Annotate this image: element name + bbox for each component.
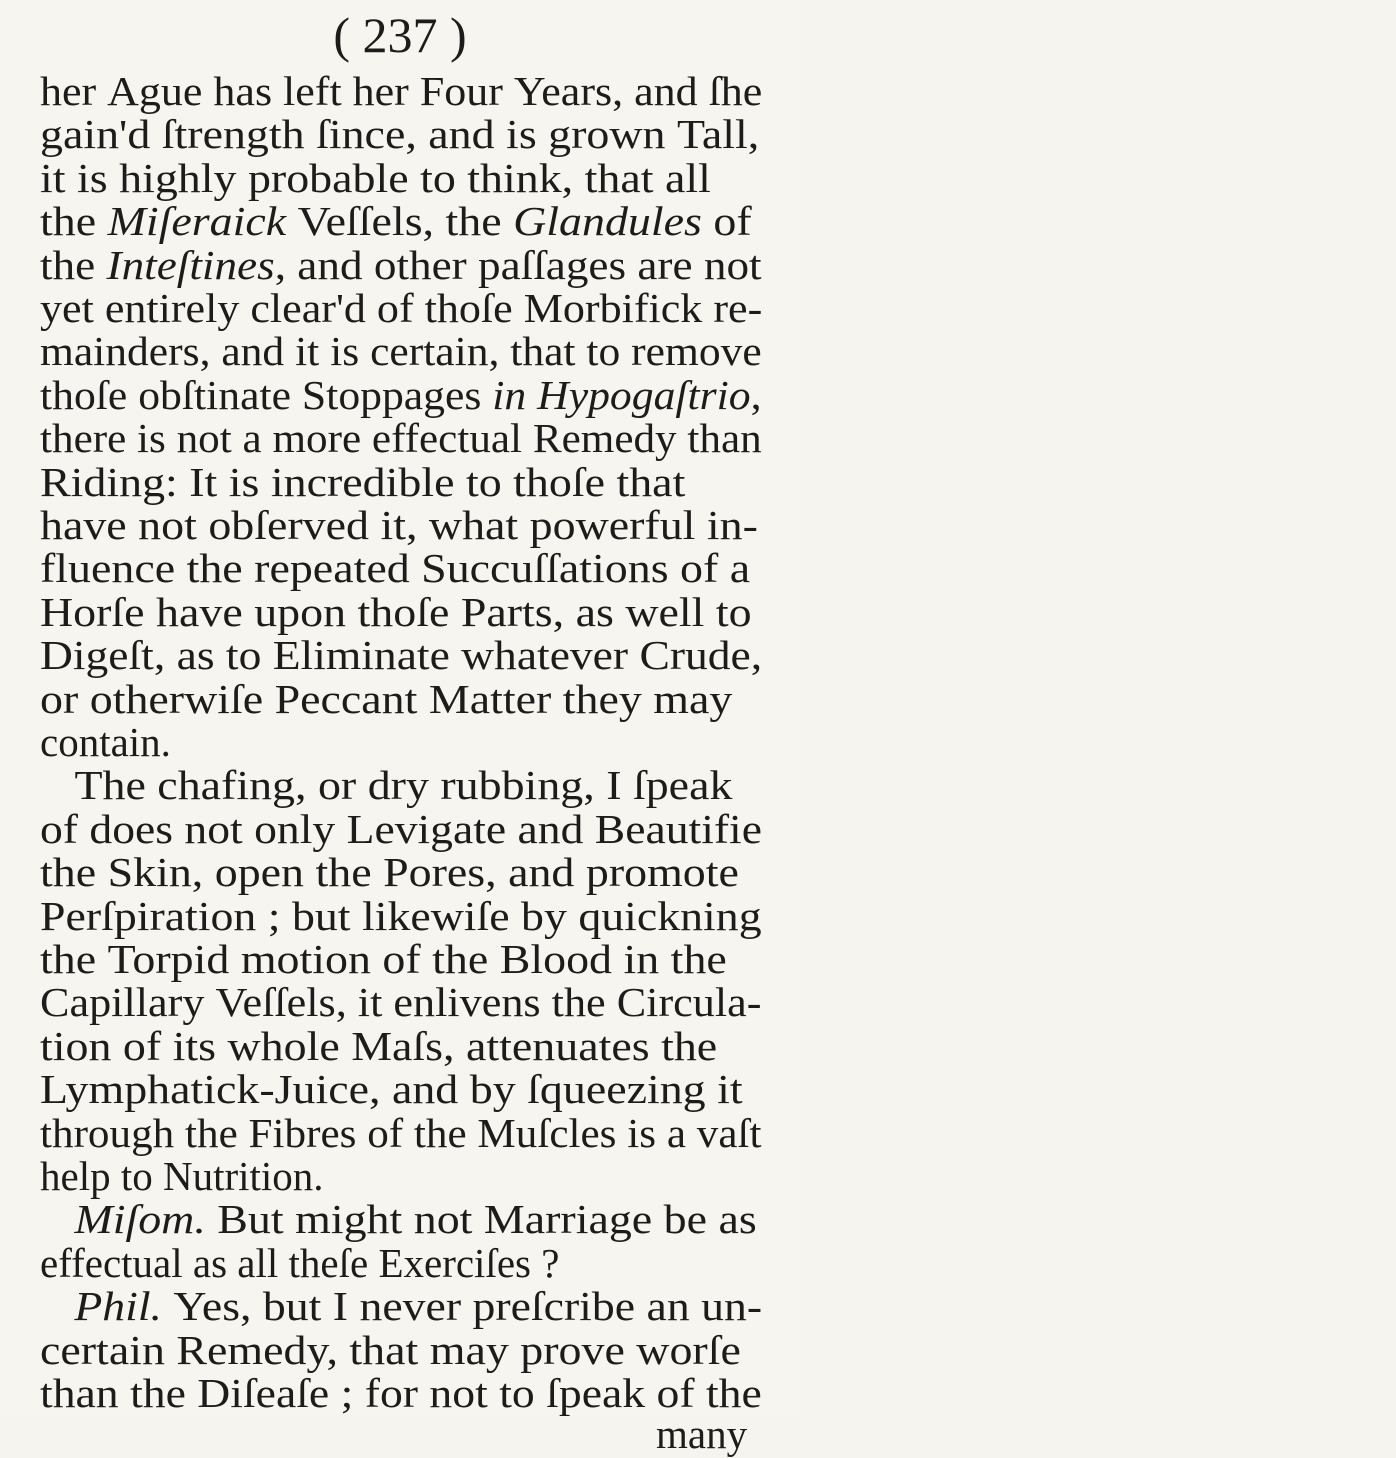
text-line xyxy=(40,110,759,159)
text-segment: Phil. xyxy=(74,1283,163,1330)
text-segment: effectual as all theſe Exerciſes ? xyxy=(40,1239,560,1286)
text-segment: certain Remedy, that may prove worſe xyxy=(40,1326,741,1373)
text-line xyxy=(40,978,761,1027)
text-line xyxy=(40,241,762,290)
text-segment: gain'd ſtrength ſince, and is grown Tall, xyxy=(40,111,760,158)
text-segment: Glandules xyxy=(513,198,702,245)
text-segment: Lymphatick-Juice, and by ſqueezing it xyxy=(40,1066,743,1113)
text-segment: her Ague has left her Four Years, and ſhe xyxy=(40,68,763,114)
text-line xyxy=(40,544,750,593)
text-line xyxy=(40,1326,741,1375)
text-segment: help to Nutrition. xyxy=(40,1153,324,1199)
text-line xyxy=(40,1282,762,1331)
text-line xyxy=(40,501,758,550)
text-line xyxy=(40,631,762,680)
text-line xyxy=(40,805,762,854)
text-line xyxy=(40,327,762,376)
text-line xyxy=(40,892,762,941)
text-segment: But might not Marriage be as xyxy=(205,1196,757,1243)
text-segment: , xyxy=(750,371,762,418)
text-segment: Miſeraick xyxy=(107,198,287,245)
text-segment: tion of its whole Maſs, attenuates the xyxy=(40,1022,718,1069)
text-segment: mainders, and it is certain, that to remove xyxy=(40,328,762,375)
text-segment: Riding: It is incredible to thoſe that xyxy=(40,458,686,505)
text-line xyxy=(40,1022,717,1071)
text-line xyxy=(40,284,762,333)
text-line xyxy=(40,414,762,463)
text-segment: Digeſt, as to Eliminate whatever Crude, xyxy=(40,632,763,679)
text-segment: Miſom. xyxy=(74,1196,206,1243)
text-line xyxy=(40,1152,324,1201)
text-segment: Horſe have upon thoſe Parts, as well to xyxy=(40,588,752,635)
text-line xyxy=(40,458,685,507)
text-segment: or otherwiſe Peccant Matter they may xyxy=(40,675,733,722)
text-line xyxy=(40,1239,559,1288)
text-line xyxy=(40,718,171,767)
text-segment: Veſſels, the xyxy=(286,198,514,245)
text-segment: there is not a more effectual Remedy than xyxy=(40,415,762,462)
text-segment: than the Diſeaſe ; for not to ſpeak of the xyxy=(40,1370,762,1416)
text-segment: of xyxy=(701,198,752,245)
text-segment: the Skin, open the Pores, and promote xyxy=(40,849,739,896)
text-line xyxy=(40,588,752,637)
text-segment: Inteſtines xyxy=(106,241,275,288)
text-segment: of does not only Levigate and Beautifie xyxy=(40,805,762,852)
text-line xyxy=(40,1369,762,1418)
text-line xyxy=(40,154,711,203)
text-segment: have not obſerved it, what powerful in- xyxy=(40,502,758,548)
text-line xyxy=(40,935,727,984)
text-line xyxy=(40,1195,757,1244)
text-segment: the xyxy=(40,241,107,288)
text-segment xyxy=(40,1196,74,1242)
text-line xyxy=(40,848,739,897)
text-line xyxy=(40,197,752,246)
text-segment: Perſpiration ; but likewiſe by quickning xyxy=(40,892,762,939)
text-segment: thoſe obſtinate Stoppages xyxy=(40,371,493,418)
text-segment: in Hypogaſtrio xyxy=(492,371,751,418)
catchword: many xyxy=(656,1411,748,1458)
text-line xyxy=(40,761,732,810)
text-segment: fluence the repeated Succuſſations of a xyxy=(40,545,751,592)
text-segment: yet entirely clear'd of thoſe Morbifick re- xyxy=(40,285,763,331)
text-segment: the Torpid motion of the Blood in the xyxy=(40,936,727,982)
text-segment: the xyxy=(40,198,108,245)
text-segment: Yes, but I never preſcribe an un- xyxy=(162,1283,763,1330)
text-segment: Capillary Veſſels, it enlivens the Circula- xyxy=(40,979,762,1026)
text-segment: it is highly probable to think, that all xyxy=(40,154,711,201)
text-segment: The chafing, or dry rubbing, I ſpeak xyxy=(40,762,733,809)
text-line xyxy=(40,371,762,420)
text-segment: through the Fibres of the Muſcles is a vaſt xyxy=(40,1109,762,1156)
text-line xyxy=(40,1065,743,1114)
text-segment xyxy=(40,1283,74,1329)
text-line xyxy=(40,675,732,724)
text-segment: contain. xyxy=(40,719,171,765)
text-segment: , and other paſſages are not xyxy=(274,241,762,288)
text-line xyxy=(40,1109,761,1158)
text-line xyxy=(40,67,762,116)
page-number: ( 237 ) xyxy=(333,7,467,63)
